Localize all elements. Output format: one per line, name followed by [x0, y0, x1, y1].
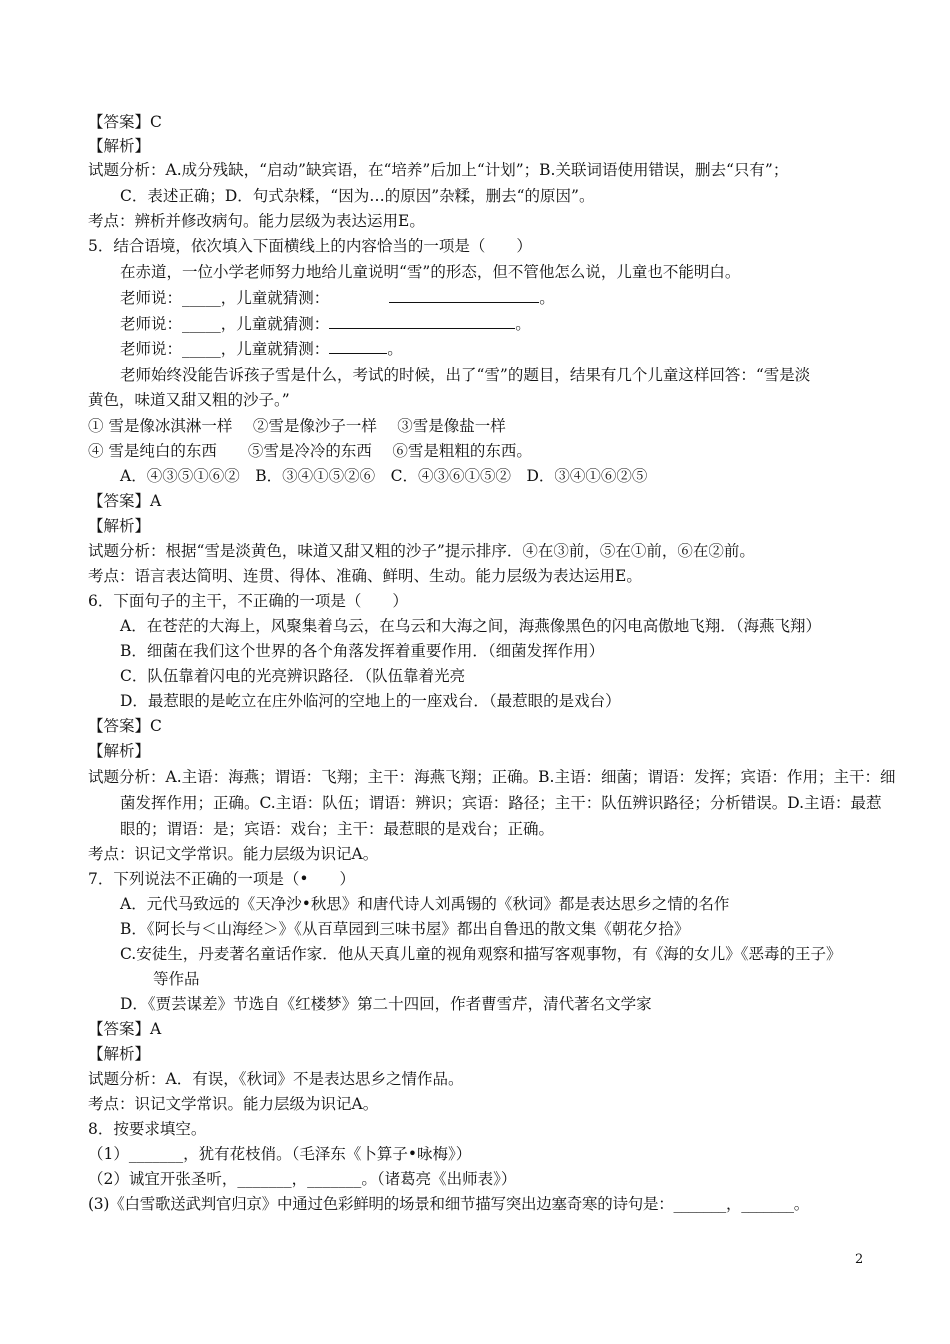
answer-label: 【答案】A — [88, 1020, 162, 1038]
analysis-label: 【解析】 — [88, 742, 151, 760]
analysis-text: 试题分析：A．有误，《秋词》不是表达思乡之情作品。 — [88, 1070, 464, 1088]
answer-blank — [329, 339, 387, 354]
answer-label: 【答案】C — [88, 717, 162, 735]
exam-point: 考点：语言表达简明、连贯、得体、准确、鲜明、生动。能力层级为表达运用E。 — [88, 567, 642, 585]
line-end: 。 — [515, 315, 531, 333]
analysis-label: 【解析】 — [88, 517, 151, 535]
answer-blank — [329, 314, 515, 329]
choices: A．④③⑤①⑥② B．③④①⑤②⑥ C．④③⑥①⑤② D．③④①⑥②⑤ — [120, 467, 648, 485]
line-end: 。 — [539, 289, 555, 307]
choice-c: C.安徒生，丹麦著名童话作家．他从天真儿童的视角观察和描写客观事物，有《海的女儿》《恶毒的王子》 — [120, 945, 842, 963]
page-number: 2 — [855, 1252, 864, 1267]
analysis-text-continued: 菌发挥作用；正确。C.主语：队伍；谓语：辨识；宾语：路径；主干：队伍辨识路径；分析错误。D.主语：最惹 — [120, 794, 882, 812]
teacher-line-text: 老师说：_____，儿童就猜测： — [120, 340, 330, 358]
question-5-stem: 5．结合语境，依次填入下面横线上的内容恰当的一项是（ ） — [88, 237, 532, 255]
fill-item-1: （1）_______，犹有花枝俏。（毛泽东《卜算子•咏梅》） — [88, 1145, 472, 1163]
answer-label: 【答案】A — [88, 492, 162, 510]
question-6-stem: 6．下面句子的主干，不正确的一项是（ ） — [88, 592, 408, 610]
choice-a: A．元代马致远的《天净沙•秋思》和唐代诗人刘禹锡的《秋词》都是表达思乡之情的名作 — [120, 895, 730, 913]
choice-b: B．《阿长与＜山海经＞》《从百草园到三味书屋》都出自鲁迅的散文集《朝花夕拾》 — [120, 920, 690, 938]
analysis-text: 试题分析：A.主语：海燕；谓语：飞翔；主干：海燕飞翔；正确。B.主语：细菌；谓语：发挥；宾语：作用；主干：细 — [88, 768, 896, 786]
answer-label: 【答案】C — [88, 113, 162, 131]
exam-point: 考点：识记文学常识。能力层级为识记A。 — [88, 845, 379, 863]
choice-d: D．《贾芸谋差》节选自《红楼梦》第二十四回，作者曹雪芹，清代著名文学家 — [120, 995, 652, 1013]
answer-blank — [389, 288, 539, 303]
teacher-line-3 — [120, 339, 403, 359]
exam-point: 考点：识记文学常识。能力层级为识记A。 — [88, 1095, 379, 1113]
choice-c-continued: 等作品 — [153, 970, 200, 988]
options-row-2: ④ 雪是纯白的东西 ⑤雪是冷冷的东西 ⑥雪是粗粗的东西。 — [88, 442, 532, 460]
choice-c: C．队伍靠着闪电的光亮辨识路径．（队伍靠着光亮 — [120, 667, 466, 685]
choice-d: D．最惹眼的是屹立在庄外临河的空地上的一座戏台．（最惹眼的是戏台） — [120, 692, 621, 710]
fill-item-2: （2）诚宜开张圣听，_______，_______。（诸葛亮《出师表》） — [88, 1170, 517, 1188]
analysis-text-continued: 眼的；谓语：是；宾语：戏台；主干：最惹眼的是戏台；正确。 — [120, 820, 555, 838]
question-7-stem: 7．下列说法不正确的一项是（• ） — [88, 870, 356, 888]
teacher-line-text: 老师说：_____，儿童就猜测： — [120, 289, 330, 307]
question-5-passage-2-continued: 黄色，味道又甜又粗的沙子。” — [88, 391, 290, 409]
question-5-passage: 在赤道，一位小学老师努力地给儿童说明“雪”的形态，但不管他怎么说，儿童也不能明白。 — [120, 263, 741, 281]
analysis-text-continued: C．表述正确；D．句式杂糅，“因为…的原因”杂糅，删去“的原因”。 — [120, 187, 595, 205]
question-8-stem: 8．按要求填空。 — [88, 1120, 207, 1138]
teacher-line-1 — [120, 288, 555, 308]
question-5-passage-2: 老师始终没能告诉孩子雪是什么，考试的时候，出了“雪”的题目，结果有几个儿童这样回答：“雪是淡 — [120, 366, 811, 384]
choice-a: A．在苍茫的大海上，风聚集着乌云，在乌云和大海之间，海燕像黑色的闪电高傲地飞翔．（海燕飞翔） — [120, 617, 821, 635]
teacher-line-text: 老师说：_____，儿童就猜测： — [120, 315, 330, 333]
choice-b: B．细菌在我们这个世界的各个角落发挥着重要作用．（细菌发挥作用） — [120, 642, 605, 660]
exam-point: 考点：辨析并修改病句。能力层级为表达运用E。 — [88, 212, 425, 230]
analysis-text: 试题分析：根据“雪是淡黄色，味道又甜又粗的沙子”提示排序．④在③前，⑤在①前，⑥在②前。 — [88, 542, 755, 560]
analysis-label: 【解析】 — [88, 137, 151, 155]
fill-item-3: (3)《白雪歌送武判官归京》中通过色彩鲜明的场景和细节描写突出边塞奇寒的诗句是：_______，_______。 — [88, 1195, 809, 1213]
analysis-text: 试题分析：A.成分残缺，“启动”缺宾语，在“培养”后加上“计划”；B.关联词语使用错误，删去“只有”； — [88, 161, 789, 179]
options-row-1: ① 雪是像冰淇淋一样 ②雪是像沙子一样 ③雪是像盐一样 — [88, 417, 506, 435]
line-end: 。 — [387, 340, 403, 358]
teacher-line-2 — [120, 314, 531, 334]
analysis-label: 【解析】 — [88, 1045, 151, 1063]
